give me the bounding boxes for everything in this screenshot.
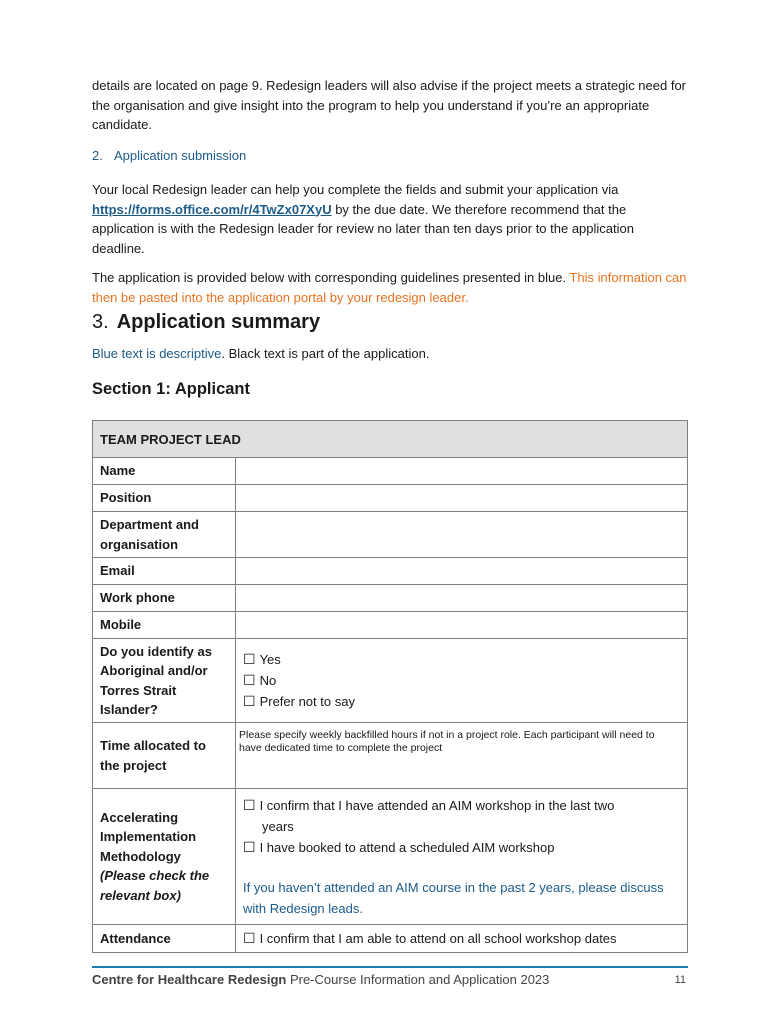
aim-options	[236, 789, 688, 925]
summary-number: 3.	[92, 311, 109, 333]
attendance-label: Attendance	[93, 925, 236, 953]
checkbox-icon[interactable]: ☐	[243, 693, 256, 709]
time-allocated-note: Please specify weekly backfilled hours if not in a project role. Each participant will need to have dedicated time to complete the project	[239, 728, 655, 754]
application-form-link[interactable]: https://forms.office.com/r/4TwZx07XyU	[92, 201, 332, 217]
mobile-label: Mobile	[93, 612, 236, 639]
work-phone-label: Work phone	[93, 585, 236, 612]
guidelines-orange-text: This information can then be pasted into the application portal by your redesign leader.	[92, 270, 687, 305]
footer-doc-title: Pre-Course Information and Application 2023	[286, 972, 550, 987]
option-no[interactable]	[243, 670, 680, 691]
work-phone-input[interactable]	[236, 585, 688, 612]
time-allocated-input[interactable]	[236, 723, 688, 789]
footer-divider	[92, 966, 688, 968]
checkbox-icon[interactable]: ☐	[243, 796, 256, 813]
attendance-option-label: I confirm that I am able to attend on all school workshop dates	[259, 931, 617, 946]
guidelines-paragraph	[92, 268, 688, 307]
page-number: 11	[674, 974, 686, 986]
checkbox-icon[interactable]: ☐	[243, 838, 256, 855]
name-input[interactable]	[236, 458, 688, 485]
option-prefer-not[interactable]	[243, 691, 680, 712]
legend-paragraph	[92, 344, 429, 364]
option-prefer-not-label: Prefer not to say	[259, 694, 355, 709]
time-allocated-label: Time allocated to the project	[93, 723, 236, 789]
aim-option-attended-cont: years	[262, 818, 294, 834]
aim-note: If you haven’t attended an AIM course in the past 2 years, please discuss with Redesign leads.	[243, 879, 664, 916]
aim-label-text: Accelerating Implementation Methodology	[100, 809, 197, 864]
department-label: Department and organisation	[93, 512, 236, 558]
checkbox-icon[interactable]: ☐	[243, 930, 256, 946]
submission-paragraph	[92, 180, 688, 258]
position-label: Position	[93, 485, 236, 512]
aim-option-attended-label: I confirm that I have attended an AIM workshop in the last two	[259, 797, 615, 813]
submission-text-cont: by the due date. We therefore recommend that the application is with the Redesign leader for review no later than ten days prior to the application deadline.	[92, 201, 634, 256]
footer-text	[92, 972, 549, 987]
email-label: Email	[93, 558, 236, 585]
name-label: Name	[93, 458, 236, 485]
aim-option-attended[interactable]	[243, 795, 680, 816]
section-1-heading: Section 1: Applicant	[92, 380, 250, 398]
footer-org: Centre for Healthcare Redesign	[92, 972, 287, 987]
position-input[interactable]	[236, 485, 688, 512]
guidelines-text: The application is provided below with corresponding guidelines presented in blue.	[92, 270, 570, 285]
mobile-input[interactable]	[236, 612, 688, 639]
option-yes-label: Yes	[259, 652, 281, 667]
intro-paragraph: details are located on page 9. Redesign leaders will also advise if the project meets a strategic need for the organisation and give insight into the program to help you understand if you’re an appropriate candidate.	[92, 78, 687, 132]
department-input[interactable]	[236, 512, 688, 558]
attendance-option[interactable]	[236, 925, 688, 953]
identify-label: Do you identify as Aboriginal and/or Torres Strait Islander?	[93, 639, 236, 723]
table-header: TEAM PROJECT LEAD	[93, 421, 688, 458]
application-summary-heading	[92, 311, 320, 334]
aim-option-booked[interactable]	[243, 837, 680, 858]
legend-black-text: . Black text is part of the application.	[221, 346, 430, 361]
submission-text: Your local Redesign leader can help you complete the fields and submit your application via	[92, 182, 619, 197]
option-no-label: No	[259, 673, 277, 688]
summary-title: Application summary	[116, 311, 321, 333]
step-number: 2.	[92, 148, 103, 163]
aim-label-instruction: (Please check the relevant box)	[100, 868, 210, 903]
step-title: Application submission	[114, 148, 247, 163]
option-yes[interactable]	[243, 649, 680, 670]
email-input[interactable]	[236, 558, 688, 585]
aim-label	[93, 789, 236, 925]
step-heading-application-submission	[92, 148, 246, 163]
checkbox-icon[interactable]: ☐	[243, 651, 256, 667]
checkbox-icon[interactable]: ☐	[243, 672, 256, 688]
legend-blue-text: Blue text is descriptive	[92, 346, 222, 361]
aim-option-booked-label: I have booked to attend a scheduled AIM workshop	[259, 839, 555, 855]
identify-options	[236, 639, 688, 723]
applicant-table	[92, 420, 688, 953]
